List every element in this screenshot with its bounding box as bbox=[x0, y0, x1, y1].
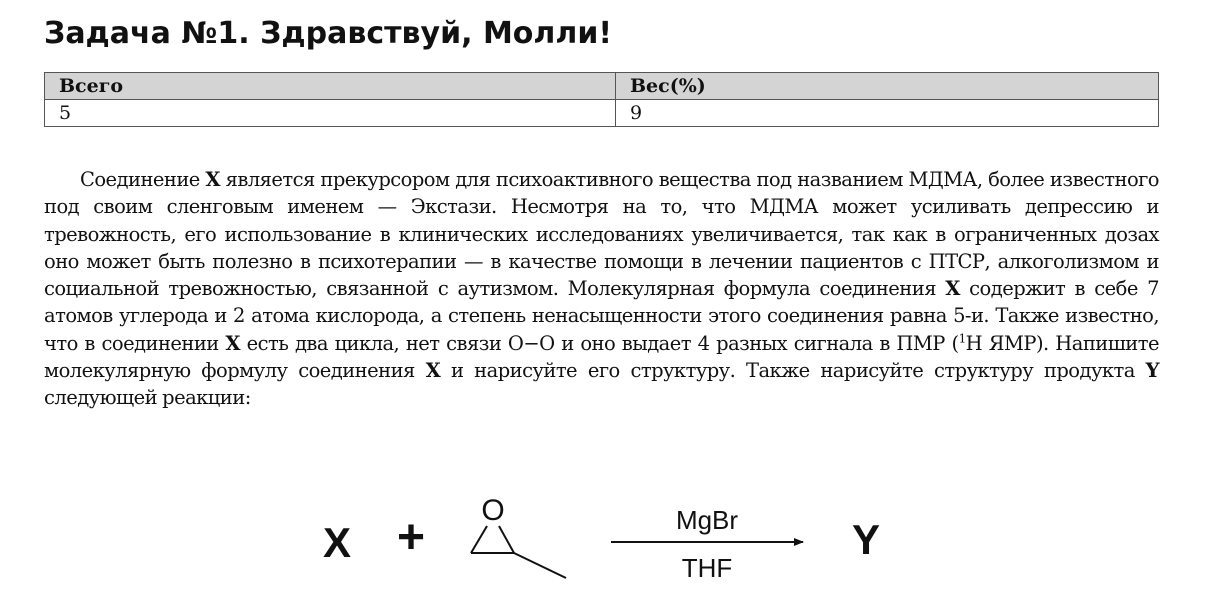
score-table bbox=[44, 72, 1159, 127]
text-segment: Соединение bbox=[80, 168, 206, 191]
weight-value: 9 bbox=[616, 100, 1159, 127]
compound-x-label: X bbox=[425, 359, 441, 383]
text-segment: есть два цикла, нет связи O−O и оно выдает 4 разных сигнала в ПМР ( bbox=[239, 331, 959, 355]
score-table-header-row bbox=[45, 73, 1159, 100]
score-table-value-row bbox=[45, 100, 1159, 127]
plus-sign: + bbox=[396, 511, 426, 564]
text-segment: является прекурсором для психоактивного вещества под названием МДМА, более известного под своим сленговым именем — Экстази. Несмотря на то, что МДМА может усиливать депрессию и тревожность, его использование в клинических исследованиях увеличивается, так как в ограниченных дозах оно может быть полезно в психотерапии — в качестве помощи в лечении пациентов с ПТСР, алкоголизмом и социальной тревожностью, связанной с аутизмом. Молекулярная формула соединения bbox=[44, 168, 1159, 301]
text-segment: и нарисуйте его структуру. Также нарисуйте структуру продукта bbox=[440, 359, 1146, 383]
total-value: 5 bbox=[45, 100, 616, 127]
reagent-below-arrow: THF bbox=[681, 553, 733, 583]
compound-x-label: X bbox=[225, 331, 240, 355]
text-segment: H ЯМР). Напишите молекулярную формулу соединения bbox=[44, 331, 1159, 383]
weight-header: Вес(%) bbox=[616, 73, 1159, 100]
epoxide-oxygen: O bbox=[481, 494, 505, 527]
reaction-scheme bbox=[0, 480, 1205, 608]
text-segment: содержит в себе 7 атомов углерода и 2 атома кислорода, а степень ненасыщенности этого соединения равна 5-и. Также известно, что в соединении bbox=[44, 277, 1159, 355]
epoxide-bond bbox=[499, 526, 514, 553]
epoxide-structure bbox=[471, 494, 566, 578]
isotope-superscript: 1 bbox=[958, 331, 966, 346]
problem-title: Задача №1. Здравствуй, Молли! bbox=[44, 16, 613, 51]
text-segment: следующей реакции: bbox=[44, 386, 251, 410]
compound-x-label: X bbox=[205, 168, 221, 191]
product-y: Y bbox=[851, 516, 881, 563]
problem-statement bbox=[44, 166, 1159, 412]
total-header: Всего bbox=[45, 73, 616, 100]
epoxide-bond bbox=[471, 526, 487, 553]
reagent-above-arrow: MgBr bbox=[675, 505, 739, 535]
compound-x-label: X bbox=[945, 277, 960, 301]
methyl-bond bbox=[514, 553, 566, 578]
compound-y-label: Y bbox=[1145, 359, 1159, 383]
reactant-x: X bbox=[322, 519, 352, 566]
